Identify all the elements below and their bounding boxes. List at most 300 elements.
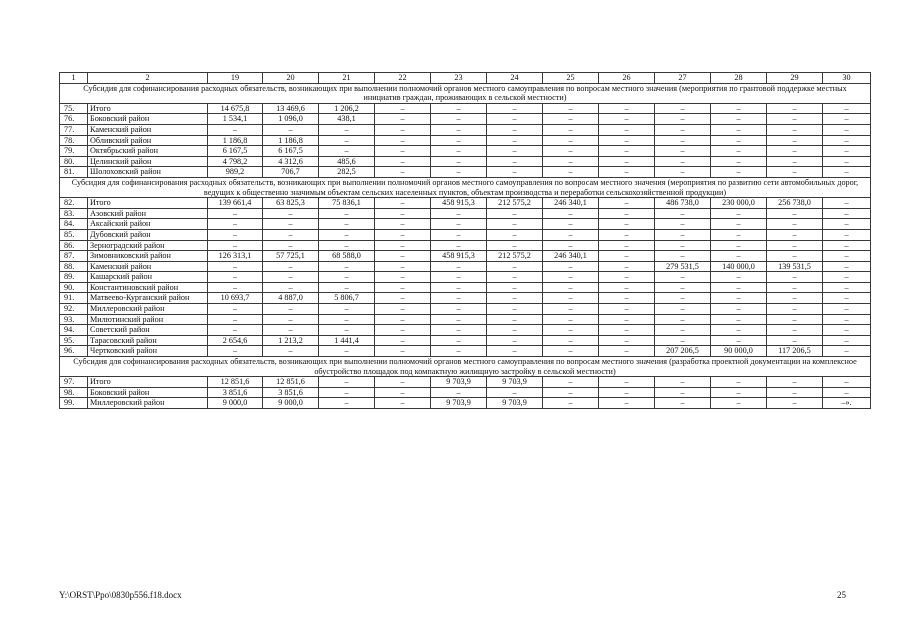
district-name: Кашарский район [88,272,208,283]
table-row [60,304,871,315]
amount-cell: 126 313,1 [208,251,263,262]
amount-cell: – [767,272,823,283]
amount-cell: – [487,167,543,178]
table-row [60,272,871,283]
amount-cell: 9 000,0 [263,398,319,409]
amount-cell: 1 096,0 [263,114,319,125]
amount-cell: – [487,325,543,336]
amount-cell: 1 186,8 [263,135,319,146]
amount-cell: – [319,219,375,230]
amount-cell: 6 167,5 [208,146,263,157]
row-number: 80. [60,156,88,167]
amount-cell: – [319,304,375,315]
amount-cell: – [711,103,767,114]
amount-cell: 5 806,7 [319,293,375,304]
amount-cell: – [599,261,655,272]
amount-cell: – [823,124,871,135]
amount-cell: – [599,398,655,409]
amount-cell: 458 915,3 [431,251,487,262]
amount-cell: – [599,314,655,325]
amount-cell: – [543,377,599,388]
amount-cell: – [431,335,487,346]
section-title: Субсидия для софинансирования расходных обязательств, возникающих при выполнении полномочий органов местного самоуправления по вопросам местного значения (мероприятия по грантовой поддержке местных инициатив граждан, проживающих в сельской местности) [60,83,871,103]
amount-cell: – [375,346,431,357]
district-name: Шолоховский район [88,167,208,178]
row-number: 81. [60,167,88,178]
amount-cell: – [543,398,599,409]
amount-cell: – [711,377,767,388]
amount-cell: – [208,304,263,315]
amount-cell: 1 441,4 [319,335,375,346]
amount-cell: 212 575,2 [487,198,543,209]
amount-cell: – [263,229,319,240]
row-number: 91. [60,293,88,304]
section-title-row [60,83,871,103]
amount-cell: – [767,293,823,304]
amount-cell: – [655,103,711,114]
amount-cell: – [543,261,599,272]
amount-cell: – [711,208,767,219]
amount-cell: – [543,272,599,283]
amount-cell: – [823,251,871,262]
amount-cell: – [319,325,375,336]
district-name: Константиновский район [88,282,208,293]
district-name: Матвеево-Курганский район [88,293,208,304]
amount-cell: – [319,387,375,398]
amount-cell: – [655,282,711,293]
amount-cell: – [208,272,263,283]
section-title-row [60,177,871,197]
amount-cell: – [208,314,263,325]
amount-cell: 14 675,8 [208,103,263,114]
amount-cell: – [599,335,655,346]
amount-cell: – [655,219,711,230]
amount-cell: – [655,293,711,304]
amount-cell: – [711,219,767,230]
amount-cell: – [208,240,263,251]
amount-cell: – [375,156,431,167]
amount-cell: – [263,304,319,315]
amount-cell: – [823,314,871,325]
amount-cell: 458 915,3 [431,198,487,209]
column-header: 24 [487,73,543,84]
row-number: 94. [60,325,88,336]
row-number: 79. [60,146,88,157]
amount-cell: – [655,304,711,315]
amount-cell: – [487,261,543,272]
table-row [60,156,871,167]
amount-cell: 4 798,2 [208,156,263,167]
amount-cell: – [599,282,655,293]
amount-cell: 68 588,0 [319,251,375,262]
amount-cell: – [375,198,431,209]
amount-cell: – [767,335,823,346]
amount-cell: – [823,103,871,114]
amount-cell: – [599,135,655,146]
amount-cell: – [319,261,375,272]
column-header: 27 [655,73,711,84]
budget-table [59,72,871,409]
amount-cell: 485,6 [319,156,375,167]
amount-cell: – [431,135,487,146]
amount-cell: 989,2 [208,167,263,178]
amount-cell: – [823,335,871,346]
amount-cell: – [543,346,599,357]
amount-cell: – [375,208,431,219]
table-row [60,261,871,272]
amount-cell: – [543,167,599,178]
amount-cell: 4 887,0 [263,293,319,304]
amount-cell: 139 531,5 [767,261,823,272]
amount-cell: – [767,114,823,125]
table-row [60,398,871,409]
amount-cell: – [655,272,711,283]
amount-cell: – [431,304,487,315]
amount-cell: 9 703,9 [431,377,487,388]
column-header: 26 [599,73,655,84]
amount-cell: – [823,219,871,230]
amount-cell: – [543,304,599,315]
amount-cell: 4 312,6 [263,156,319,167]
amount-cell: – [319,272,375,283]
amount-cell: – [375,261,431,272]
amount-cell: – [263,261,319,272]
amount-cell: – [431,219,487,230]
amount-cell: – [431,167,487,178]
amount-cell: – [263,208,319,219]
column-header: 23 [431,73,487,84]
district-name: Каменский район [88,124,208,135]
column-header: 19 [208,73,263,84]
table-row [60,219,871,230]
amount-cell: – [319,377,375,388]
amount-cell: – [655,377,711,388]
row-number: 84. [60,219,88,230]
amount-cell: 9 000,0 [208,398,263,409]
district-name: Боковский район [88,387,208,398]
amount-cell: – [263,325,319,336]
amount-cell: – [208,261,263,272]
column-header: 2 [88,73,208,84]
amount-cell: – [487,208,543,219]
amount-cell: – [711,325,767,336]
amount-cell: – [543,229,599,240]
amount-cell: – [823,377,871,388]
amount-cell: – [319,135,375,146]
district-name: Чертковский район [88,346,208,357]
amount-cell: – [487,240,543,251]
amount-cell: – [543,282,599,293]
amount-cell: – [711,272,767,283]
amount-cell: – [599,240,655,251]
amount-cell: – [431,229,487,240]
amount-cell: – [767,124,823,135]
amount-cell: – [319,124,375,135]
amount-cell: 117 206,5 [767,346,823,357]
amount-cell: 6 167,5 [263,146,319,157]
table-row [60,346,871,357]
amount-cell: – [655,167,711,178]
row-number: 95. [60,335,88,346]
amount-cell: – [375,103,431,114]
amount-cell: – [375,282,431,293]
table-row [60,251,871,262]
amount-cell: – [543,335,599,346]
amount-cell: – [655,398,711,409]
amount-cell: – [767,156,823,167]
amount-cell: – [599,272,655,283]
amount-cell: – [375,251,431,262]
amount-cell: – [599,146,655,157]
amount-cell: 282,5 [319,167,375,178]
amount-cell: – [431,114,487,125]
amount-cell: – [711,335,767,346]
amount-cell: – [599,167,655,178]
amount-cell: – [431,103,487,114]
amount-cell: 13 469,6 [263,103,319,114]
amount-cell: – [711,240,767,251]
page-number: 25 [837,590,846,600]
amount-cell: – [655,135,711,146]
amount-cell: – [487,387,543,398]
table-row [60,314,871,325]
district-name: Миллеровский район [88,304,208,315]
amount-cell: – [375,114,431,125]
amount-cell: – [711,135,767,146]
amount-cell: – [543,240,599,251]
amount-cell: – [319,346,375,357]
amount-cell: – [711,398,767,409]
row-number: 93. [60,314,88,325]
amount-cell: – [711,282,767,293]
amount-cell: – [319,208,375,219]
amount-cell: – [319,282,375,293]
amount-cell: 57 725,1 [263,251,319,262]
amount-cell: 1 534,1 [208,114,263,125]
amount-cell: – [375,124,431,135]
amount-cell: – [543,314,599,325]
district-name: Азовский район [88,208,208,219]
amount-cell: 1 213,2 [263,335,319,346]
table-row [60,377,871,388]
amount-cell: – [487,304,543,315]
amount-cell: – [767,251,823,262]
amount-cell: – [767,146,823,157]
amount-cell: – [655,156,711,167]
district-name: Октябрьский район [88,146,208,157]
amount-cell: – [655,251,711,262]
amount-cell: 1 206,2 [319,103,375,114]
amount-cell: – [655,325,711,336]
amount-cell: – [599,198,655,209]
table-row [60,282,871,293]
amount-cell: – [599,325,655,336]
amount-cell: – [431,293,487,304]
amount-cell: – [487,146,543,157]
file-path: Y:\ORST\Ppo\0830p556.f18.docx [59,590,182,600]
amount-cell: 246 340,1 [543,251,599,262]
amount-cell: – [823,229,871,240]
amount-cell: – [823,346,871,357]
column-header: 25 [543,73,599,84]
amount-cell: – [711,114,767,125]
amount-cell: –». [823,398,871,409]
row-number: 85. [60,229,88,240]
amount-cell: – [599,251,655,262]
amount-cell: – [487,114,543,125]
amount-cell: – [599,219,655,230]
column-header: 21 [319,73,375,84]
amount-cell: – [431,261,487,272]
amount-cell: – [263,282,319,293]
amount-cell: – [767,304,823,315]
amount-cell: – [431,387,487,398]
row-number: 99. [60,398,88,409]
amount-cell: – [375,335,431,346]
header-row [60,73,871,84]
district-name: Обливский район [88,135,208,146]
row-number: 83. [60,208,88,219]
amount-cell: 3 851,6 [208,387,263,398]
column-header: 30 [823,73,871,84]
amount-cell: 1 186,8 [208,135,263,146]
amount-cell: – [487,135,543,146]
amount-cell: – [375,229,431,240]
amount-cell: – [208,346,263,357]
amount-cell: – [431,282,487,293]
amount-cell: 230 000,0 [711,198,767,209]
amount-cell: – [599,377,655,388]
amount-cell: – [375,325,431,336]
amount-cell: – [208,325,263,336]
amount-cell: 279 531,5 [655,261,711,272]
amount-cell: – [767,167,823,178]
amount-cell: – [263,240,319,251]
amount-cell: – [375,146,431,157]
column-header: 20 [263,73,319,84]
table-row [60,325,871,336]
amount-cell: 10 693,7 [208,293,263,304]
amount-cell: – [487,346,543,357]
amount-cell: – [263,219,319,230]
amount-cell: – [543,124,599,135]
amount-cell: – [375,314,431,325]
row-number: 86. [60,240,88,251]
amount-cell: – [823,272,871,283]
amount-cell: – [487,229,543,240]
district-name: Итого [88,103,208,114]
amount-cell: 706,7 [263,167,319,178]
amount-cell: – [375,272,431,283]
amount-cell: – [487,103,543,114]
amount-cell: – [431,124,487,135]
column-header: 28 [711,73,767,84]
amount-cell: – [655,240,711,251]
district-name: Дубовский район [88,229,208,240]
amount-cell: – [823,114,871,125]
amount-cell: – [599,293,655,304]
section-title: Субсидия для софинансирования расходных обязательств, возникающих при выполнении полномочий органов местного самоуправления по вопросам местного значения (разработка проектной документации на комплексное обустройство площадок под компактную жилищную застройку в сельской местности) [60,357,871,377]
amount-cell: – [263,346,319,357]
column-header: 1 [60,73,88,84]
amount-cell: – [431,314,487,325]
district-name: Итого [88,377,208,388]
amount-cell: – [767,325,823,336]
section-title: Субсидия для софинансирования расходных обязательств, возникающих при выполнении полномочий органов местного самоуправления по вопросам местного значения (мероприятия по развитию сети автомобильных дорог, ведущих к общественно значимым объектам сельских населенных пунктов, объектам производства и переработки сельскохозяйственной продукции) [60,177,871,197]
amount-cell: 12 851,6 [208,377,263,388]
amount-cell: – [711,304,767,315]
amount-cell: – [375,377,431,388]
amount-cell: 140 000,0 [711,261,767,272]
district-name: Итого [88,198,208,209]
table-row [60,387,871,398]
amount-cell: – [823,387,871,398]
table-row [60,208,871,219]
amount-cell: – [711,387,767,398]
amount-cell: – [711,251,767,262]
row-number: 78. [60,135,88,146]
amount-cell: – [263,272,319,283]
amount-cell: – [823,156,871,167]
amount-cell: – [823,293,871,304]
row-number: 89. [60,272,88,283]
amount-cell: – [543,156,599,167]
amount-cell: 75 836,1 [319,198,375,209]
table-row [60,167,871,178]
district-name: Целинский район [88,156,208,167]
table-row [60,335,871,346]
row-number: 82. [60,198,88,209]
amount-cell: 9 703,9 [487,398,543,409]
amount-cell: – [711,146,767,157]
amount-cell: – [767,229,823,240]
amount-cell: – [375,219,431,230]
amount-cell: – [543,219,599,230]
amount-cell: – [263,314,319,325]
amount-cell: – [823,208,871,219]
amount-cell: – [599,208,655,219]
amount-cell: 486 738,0 [655,198,711,209]
district-name: Миллеровский район [88,398,208,409]
amount-cell: 139 661,4 [208,198,263,209]
amount-cell: – [319,398,375,409]
amount-cell: – [487,156,543,167]
row-number: 87. [60,251,88,262]
amount-cell: 246 340,1 [543,198,599,209]
amount-cell: – [599,304,655,315]
amount-cell: – [823,261,871,272]
amount-cell: – [208,208,263,219]
amount-cell: – [599,346,655,357]
amount-cell: – [431,146,487,157]
amount-cell: – [487,335,543,346]
district-name: Советский район [88,325,208,336]
amount-cell: – [543,103,599,114]
amount-cell: – [543,325,599,336]
amount-cell: – [599,114,655,125]
amount-cell: – [767,387,823,398]
amount-cell: – [319,240,375,251]
amount-cell: 9 703,9 [487,377,543,388]
section-title-row [60,357,871,377]
amount-cell: – [767,314,823,325]
column-header: 22 [375,73,431,84]
amount-cell: – [655,229,711,240]
row-number: 92. [60,304,88,315]
amount-cell: – [487,314,543,325]
amount-cell: – [375,293,431,304]
amount-cell: – [767,135,823,146]
